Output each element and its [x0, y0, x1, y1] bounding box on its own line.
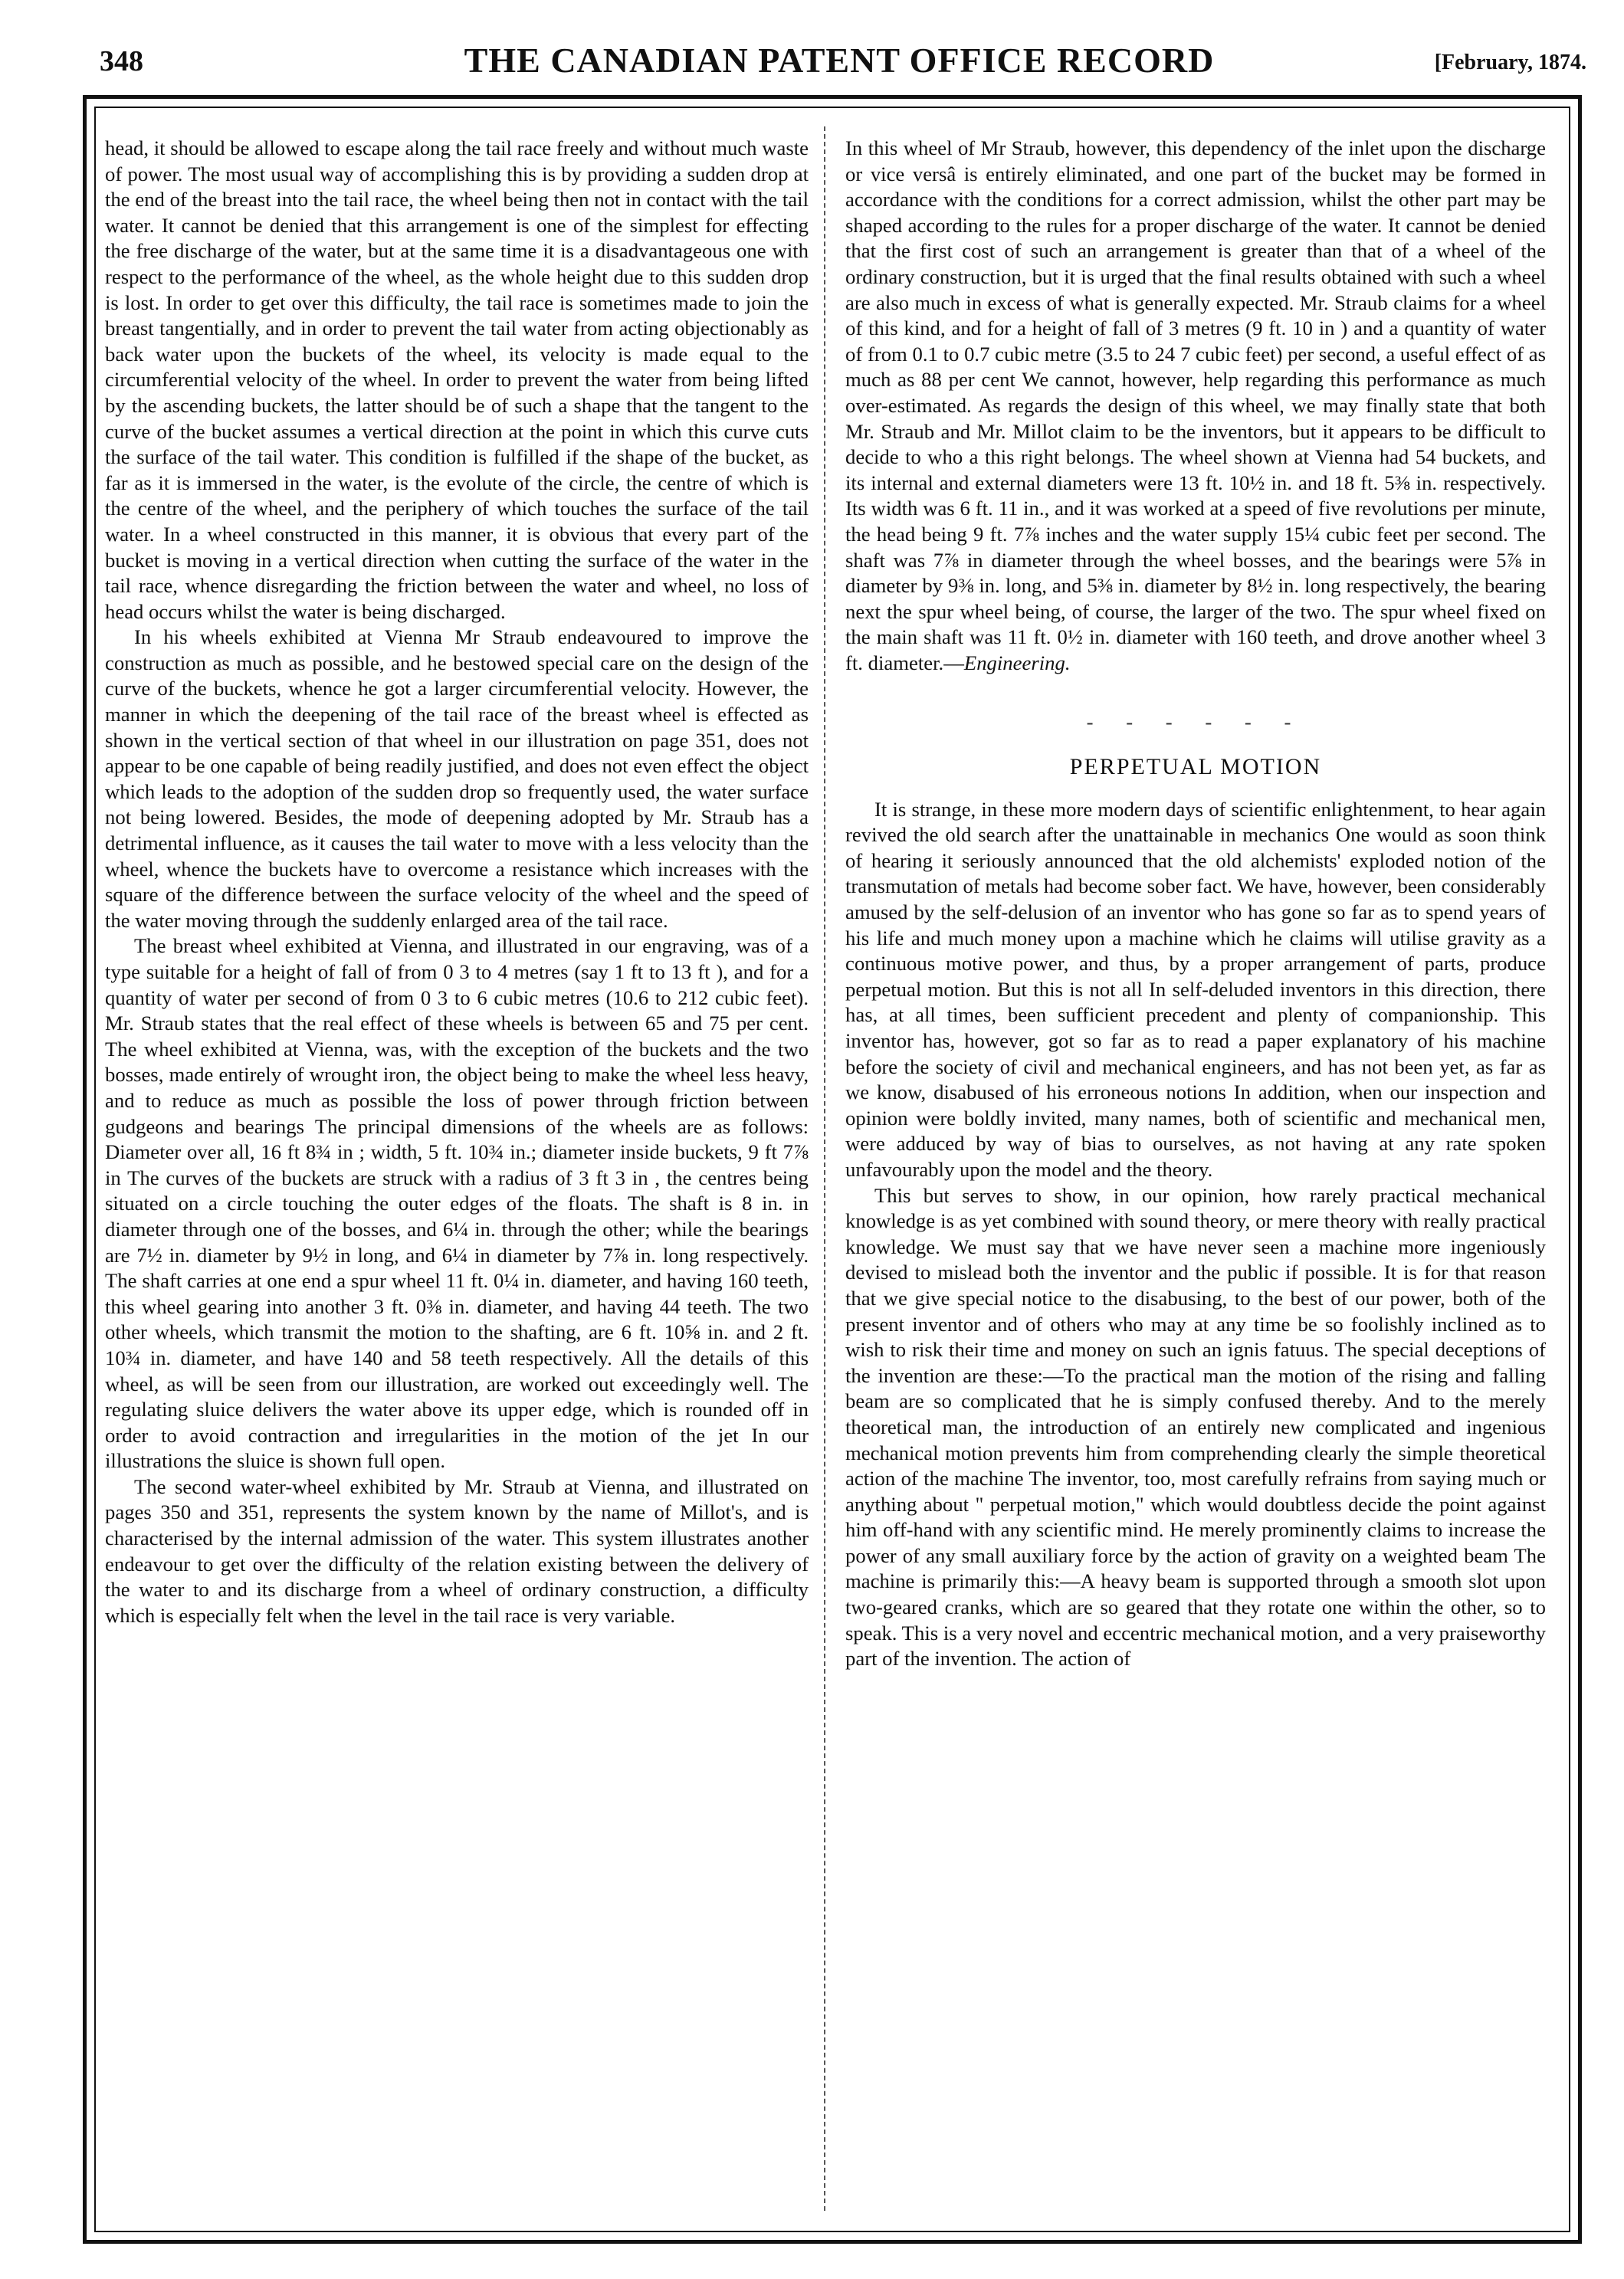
left-paragraph-3: The breast wheel exhibited at Vienna, and illustrated in our engraving, was of a type suitable for a height of fall of from 0 3 to 4 metres (say 1 ft to 13 ft ), and for a quantity of water per second of from 0 3 to 6 cubic metres (10.6 to 212 cubic feet). Mr. Straub states that the real effect of these wheels is between 65 and 75 per cent. The wheel exhibited at Vienna, was, with the exception of the buckets and the two bosses, made entirely of wrought iron, the object being to make the wheel less heavy, and to reduce as much as possible the loss of power through friction between gudgeons and bearings The principal dimensions of the wheels are as follows: Diameter over all, 16 ft 8¾ in ; width, 5 ft. 10¾ in.; diameter inside buckets, 9 ft 7⅞ in The curves of the buckets are struck with a radius of 3 ft 3 in , the centres being situated on a circle touching the outer edges of the floats. The shaft is 8 in. in diameter through one of the bosses, and 6¼ in. through the other; while the bearings are 7½ in. diameter by 9½ in long, and 6¼ in diameter by 7⅞ in. long respectively. The shaft carries at one end a spur wheel 11 ft. 0¼ in. diameter, and having 160 teeth, this wheel gearing into another 3 ft. 0⅜ in. diameter, and having 44 teeth. The two other wheels, which transmit the motion to the shafting, are 6 ft. 10⅝ in. and 2 ft. 10¾ in. diameter, and have 140 and 58 teeth respectively. All the details of this wheel, as will be seen from our illustration, are worked out exceedingly well. The regulating sluice delivers the water above its upper edge, which is rounded off in order to avoid contraction and irregularities in the motion of the jet In our illustrations the sluice is shown full open. [105, 934, 809, 1473]
right-paragraph-1 [845, 136, 1546, 676]
left-paragraph-1: head, it should be allowed to escape along the tail race freely and without much waste of power. The most usual way of accomplishing this is by providing a sudden drop at the end of the breast into the tail race, the wheel being then not in contact with the tail water. It cannot be denied that this arrangement is one of the simplest for effecting the free discharge of the water, but at the same time it is a disadvantageous one with respect to the performance of the wheel, as the whole height due to this sudden drop is lost. In order to get over this difficulty, the tail race is sometimes made to join the breast tangentially, and in order to prevent the tail water from acting objectionably as back water upon the buckets of the wheel, its velocity is made equal to the circumferential velocity of the wheel. In order to prevent the water from being lifted by the ascending buckets, the latter should be of such a shape that the tangent to the curve of the bucket assumes a vertical direction at the point in which this curve cuts the surface of the tail water. This condition is fulfilled if the shape of the bucket, as far as it is immersed in the water, is the evolute of the circle, the centre of which is the centre of the wheel, and the periphery of which touches the surface of the tail water. In a wheel constructed in this manner, it is obvious that every part of the bucket is moving in a vertical direction when cutting the surface of the water in the tail race, whence disregarding the friction between the water and wheel, no loss of head occurs whilst the water is being discharged. [105, 136, 809, 623]
issue-date: [February, 1874. [1434, 51, 1586, 74]
journal-title: THE CANADIAN PATENT OFFICE RECORD [464, 41, 1215, 80]
right-paragraph-2: It is strange, in these more modern days of scientific enlightenment, to hear again revived the old search after the unattainable in mechanics One would as soon think of hearing it seriously announced that the old alchemists' exploded notion of the transmutation of metals had become sober fact. We have, however, been considerably amused by the self-delusion of an inventor who has gone so far as to spend years of his life and much money upon a machine which he claims will utilise gravity as a continuous motive power, and thus, by a proper arrangement of parts, produce perpetual motion. But this is not all In self-deluded inventors in this direction, there has, at all times, been sufficient precedent and plenty of companionship. This inventor has, however, got so far as to read a paper explanatory of his machine before the society of civil and mechanical engineers, and has not been yet, as far as we know, disabused of his erroneous notions In addition, when our inspection and opinion were boldly invited, many names, both of scientific and mechanical men, were adduced by way of bias to ourselves, as not having at any rate spoken unfavourably upon the model and the theory. [845, 797, 1546, 1181]
left-column [105, 136, 809, 1628]
section-separator: - - - - - - [1086, 710, 1305, 734]
right-paragraph-3: This but serves to show, in our opinion, how rarely practical mechanical knowledge is as yet combined with sound theory, or mere theory with really practical knowledge. We must say that we have never seen a machine more ingeniously devised to mislead both the inventor and the public if possible. It is for that reason that we give special notice to the disabusing, to the best of our power, both of the present inventor and of others who may at any time be so foolishly inclined as to wish to risk their time and money on such an ignis fatuus. The special deceptions of the invention are these:—To the practical man the motion of the rising and falling beam are so complicated that he is simply confused thereby. And to the merely theoretical man, the introduction of an entirely new complicated and ingenious mechanical motion prevents him from comprehending clearly the simple theoretical action of the machine The inventor, too, most carefully refrains from saying much or anything about " perpetual motion," which would doubtless decide the point against him off-hand with any scientific mind. He merely prominently claims to increase the power of any small auxiliary force by the action of gravity on a weighted beam The machine is primarily this:—A heavy beam is supported through a smooth slot upon two-geared cranks, which are so geared that they rotate one within the other, so to speak. This is a very novel and eccentric mechanical motion, and a very praiseworthy part of the invention. The action of [845, 1183, 1546, 1671]
left-paragraph-2: In his wheels exhibited at Vienna Mr Straub endeavoured to improve the construction as much as possible, and he bestowed special care on the design of the curve of the buckets, whence he got a larger circumferential velocity. However, the manner in which the deepening of the tail race of the breast wheel is effected as shown in the vertical section of that wheel in our illustration on page 351, does not appear to be one capable of being readily justified, and does not even effect the object which leads to the adoption of the sudden drop so frequently used, the water surface not being lowered. Besides, the mode of deepening adopted by Mr. Straub has a detrimental influence, as it causes the tail water to move with a less velocity than the wheel, whence the buckets have to overcome a resistance which increases with the square of the difference between the surface velocity of the wheel and the speed of the water moving through the suddenly enlarged area of the tail race. [105, 625, 809, 932]
right-column [845, 136, 1546, 1672]
left-paragraph-4: The second water-wheel exhibited by Mr. Straub at Vienna, and illustrated on pages 350 and 351, represents the system known by the name of Millot's, and is characterised by the internal admission of the water. This system illustrates another endeavour to get over the difficulty of the relation existing between the delivery of the water to and its discharge from a wheel of ordinary construction, a difficulty which is especially felt when the level in the tail race is very variable. [105, 1474, 809, 1627]
page-header [92, 40, 1586, 86]
source-credit: Engineering. [963, 651, 1071, 674]
page-frame [83, 95, 1582, 2244]
section-heading: PERPETUAL MOTION [1069, 754, 1322, 780]
right-paragraph-1-text: In this wheel of Mr Straub, however, this dependency of the inlet upon the discharge or vice versâ is entirely eliminated, and one part of the bucket may be formed in accordance with the conditions for a correct admission, whilst the other part may be shaped according to the rules for a proper discharge of the water. It cannot be denied that the first cost of such an arrangement is greater than that of a wheel of the ordinary construction, but it is urged that the final results obtained with such a wheel are also much in excess of what is generally expected. Mr. Straub claims for a wheel of this kind, and for a height of fall of 3 metres (9 ft. 10 in ) and a quantity of water of from 0.1 to 0.7 cubic metre (3.5 to 24 7 cubic feet) per second, a useful effect of as much as 88 per cent We cannot, however, help regarding this performance as much over-estimated. As regards the design of this wheel, we may finally state that both Mr. Straub and Mr. Millot claim to be the inventors, but it appears to be difficult to decide to who a this right belongs. The wheel shown at Vienna had 54 buckets, and its internal and external diameters were 13 ft. 10½ in. and 18 ft. 5⅜ in. respectively. Its width was 6 ft. 11 in., and it was worked at a speed of five revolutions per minute, the head being 9 ft. 7⅞ inches and the water supply 15¼ cubic feet per second. The shaft was 7⅞ in diameter through the wheel bosses, and the bearings were 5⅞ in diameter by 9⅜ in. long, and 5⅜ in. diameter by 8½ in. long respectively, the bearing next the spur wheel being, of course, the larger of the two. The spur wheel fixed on the main shaft was 11 ft. 0½ in. diameter with 160 teeth, and drove another wheel 3 ft. diameter.— [845, 136, 1546, 674]
page-number: 348 [100, 45, 143, 77]
column-divider [824, 126, 825, 2211]
